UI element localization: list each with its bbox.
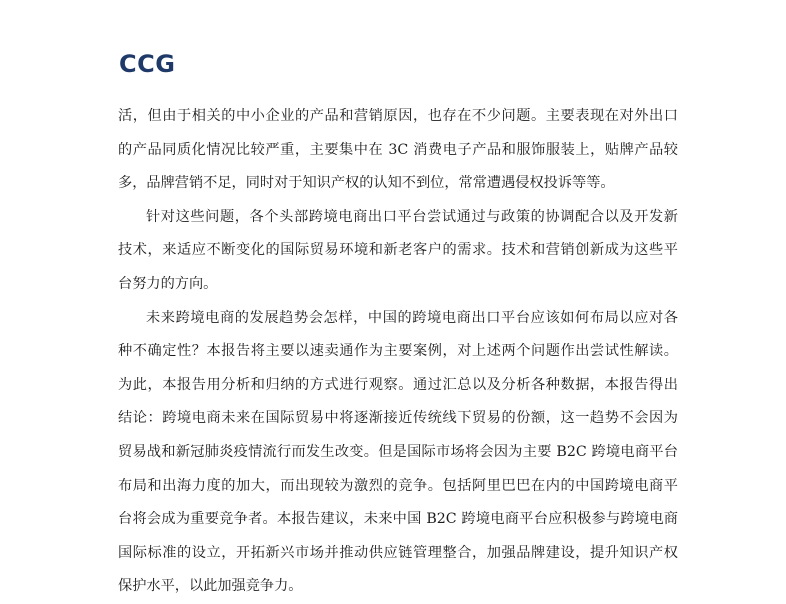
document-body	[118, 100, 678, 604]
text-line: 台将会成为重要竞争者。本报告建议，未来中国 B2C 跨境电商平台应积极参与跨境电商	[118, 511, 678, 528]
text-line: 为此，本报告用分析和归纳的方式进行观察。通过汇总以及分析各种数据，本报告得出	[118, 376, 678, 393]
ccg-logo: CCG	[119, 50, 176, 78]
text-line: 国际标准的设立，开拓新兴市场并推动供应链管理整合，加强品牌建设，提升知识产权	[118, 544, 678, 561]
text-line: 保护水平，以此加强竞争力。	[118, 578, 303, 595]
text-line: 台努力的方向。	[118, 275, 218, 292]
text-line: 布局和出海力度的加大，而出现较为激烈的竞争。包括阿里巴巴在内的中国跨境电商平	[118, 477, 678, 494]
text-line: 结论：跨境电商未来在国际贸易中将逐渐接近传统线下贸易的份额，这一趋势不会因为	[118, 410, 678, 427]
text-line: 活，但由于相关的中小企业的产品和营销原因，也存在不少问题。主要表现在对外出口	[118, 108, 678, 124]
text-line: 针对这些问题，各个头部跨境电商出口平台尝试通过与政策的协调配合以及开发新	[146, 208, 678, 225]
text-line: 贸易战和新冠肺炎疫情流行而发生改变。但是国际市场将会因为主要 B2C 跨境电商平台	[118, 443, 678, 460]
text-line: 种不确定性？本报告将主要以速卖通作为主要案例，对上述两个问题作出尝试性解读。	[118, 343, 678, 360]
text-line: 多，品牌营销不足，同时对于知识产权的认知不到位，常常遭遇侵权投诉等等。	[118, 175, 615, 192]
text-line: 的产品同质化情况比较严重，主要集中在 3C 消费电子产品和服饰服装上，贴牌产品较	[118, 141, 678, 158]
text-line: 未来跨境电商的发展趋势会怎样，中国的跨境电商出口平台应该如何布局以应对各	[146, 309, 678, 326]
text-line: 技术，来适应不断变化的国际贸易环境和新老客户的需求。技术和营销创新成为这些平	[118, 242, 678, 259]
